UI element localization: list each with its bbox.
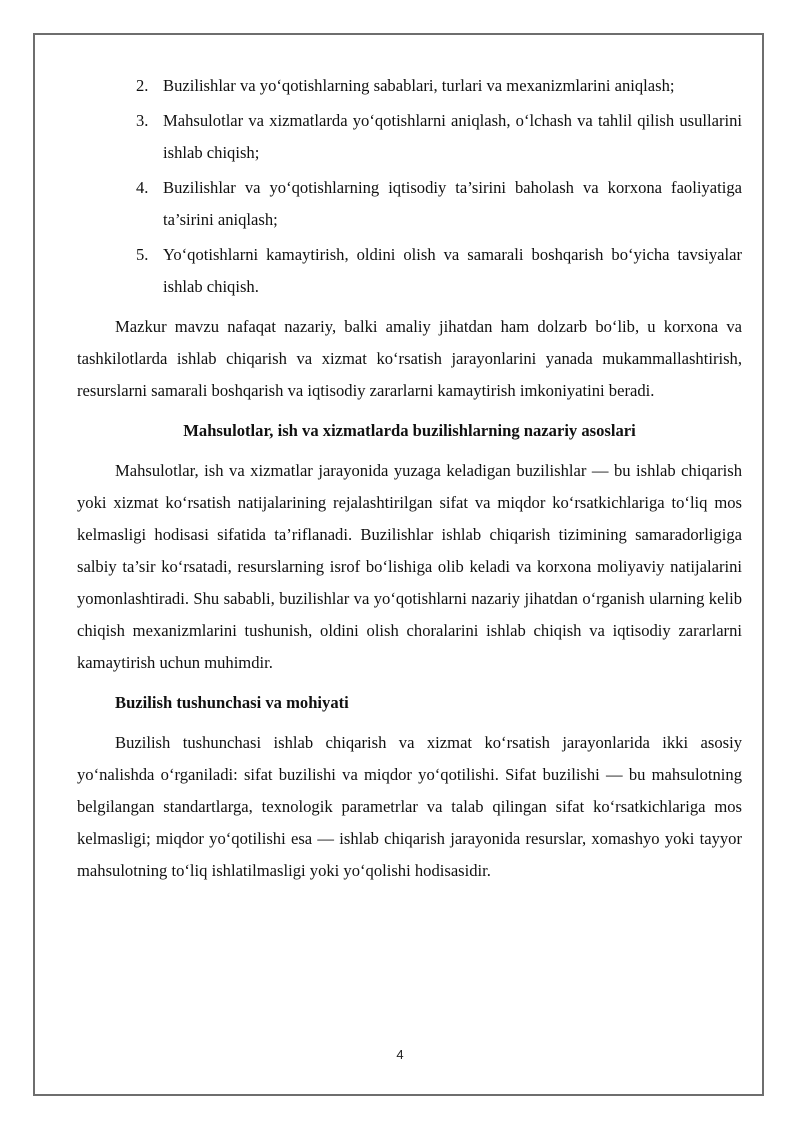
list-item (77, 105, 742, 169)
list-item-number: 3. (136, 111, 149, 130)
list-item (77, 239, 742, 303)
page-number: 4 (396, 1047, 404, 1062)
list-item-number: 5. (136, 245, 149, 264)
section-heading: Mahsulotlar, ish va xizmatlarda buzilishlarning nazariy asoslari (183, 421, 636, 440)
list-item-number: 4. (136, 178, 149, 197)
subsection-heading: Buzilish tushunchasi va mohiyati (115, 693, 349, 712)
list-item-text: Yo‘qotishlarni kamaytirish, oldini olish va samarali boshqarish bo‘yicha tavsiyalar ishlab chiqish. (163, 245, 742, 296)
paragraph-concept: Buzilish tushunchasi ishlab chiqarish va xizmat ko‘rsatish jarayonlarida ikki asosiy yo‘nalishda o‘rganiladi: sifat buzilishi va miqdor yo‘qotilishi. Sifat buzilishi — bu mahsulotning belgilangan standartlarga, texnologik parametrlar va talab qilingan sifat ko‘rsatkichlariga mos kelmasligi; miqdor yo‘qotilishi esa — ishlab chiqarish jarayonida resurslar, xomashyo yoki tayyor mahsulotning to‘liq ishlatilmasligi yoki yo‘qolishi hodisasidir. (77, 733, 742, 880)
paragraph-theory: Mahsulotlar, ish va xizmatlar jarayonida yuzaga keladigan buzilishlar — bu ishlab chiqarish yoki xizmat ko‘rsatish natijalarining rejalashtirilgan sifat va miqdor ko‘rsatkichlariga to‘liq mos kelmasligi hodisasi sifatida ta’riflanadi. Buzilishlar ishlab chiqarish tizimining samaradorligiga salbiy ta’sir ko‘rsatadi, resurslarning isrof bo‘lishiga olib keladi va korxona moliyaviy natijalarini yomonlashtiradi. Shu sababli, buzilishlar va yo‘qotishlarni nazariy jihatdan o‘rganish ularning kelib chiqish mexanizmlarini tushunish, oldini olish choralarini ishlab chiqish va iqtisodiy zararlarni kamaytirish uchun muhimdir. (77, 461, 742, 672)
list-item-text: Mahsulotlar va xizmatlarda yo‘qotishlarni aniqlash, o‘lchash va tahlil qilish usullarini ishlab chiqish; (163, 111, 742, 162)
list-item (77, 172, 742, 236)
list-item-text: Buzilishlar va yo‘qotishlarning sabablari, turlari va mexanizmlarini aniqlash; (163, 76, 675, 95)
list-item-text: Buzilishlar va yo‘qotishlarning iqtisodiy ta’sirini baholash va korxona faoliyatiga ta’sirini aniqlash; (163, 178, 742, 229)
paragraph-relevance: Mazkur mavzu nafaqat nazariy, balki amaliy jihatdan ham dolzarb bo‘lib, u korxona va tashkilotlarda ishlab chiqarish va xizmat ko‘rsatish jarayonlarini yanada mukammallashtirish, resurslarni samarali boshqarish va iqtisodiy zararlarni kamaytirish imkoniyatini beradi. (77, 317, 742, 400)
objectives-list (77, 70, 742, 303)
list-item (77, 70, 742, 102)
document-body (77, 70, 742, 895)
list-item-number: 2. (136, 76, 149, 95)
